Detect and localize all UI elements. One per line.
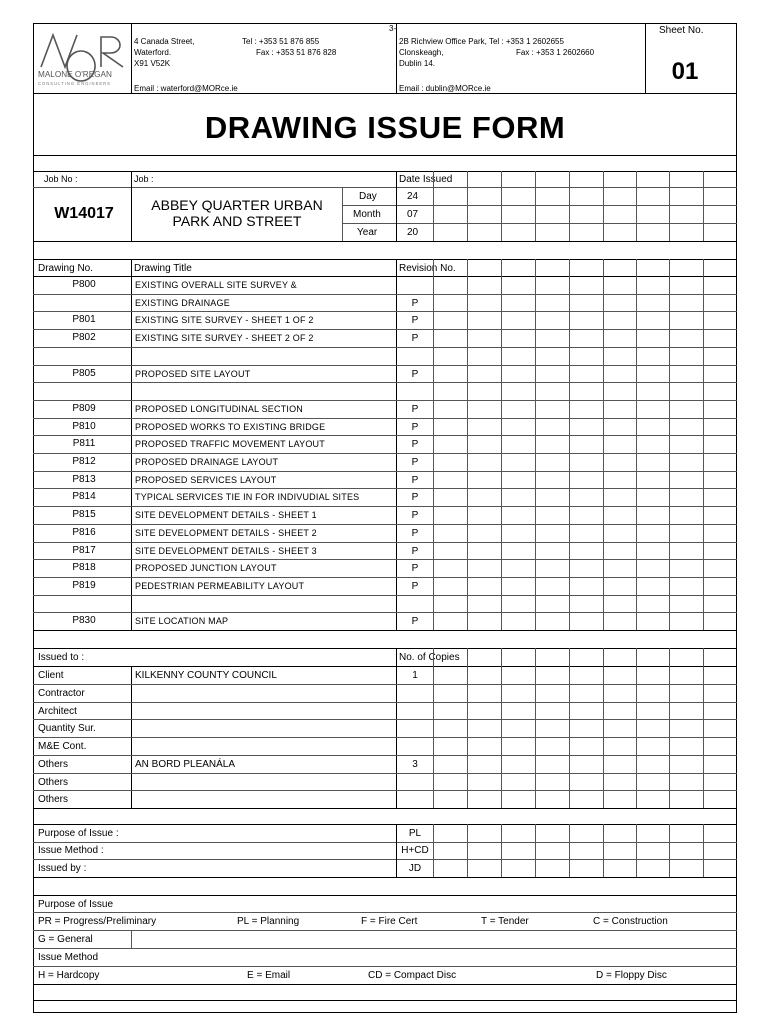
grid-column-line <box>703 171 704 241</box>
dublin-fax: Fax : +353 1 2602660 <box>516 48 595 57</box>
grid-column-line <box>603 648 604 808</box>
row-divider <box>33 595 737 596</box>
date-day-value: 24 <box>407 191 419 202</box>
logo-subtext: MALONE O'REGAN <box>38 70 112 79</box>
revision-mark: P <box>411 333 419 344</box>
row-divider <box>33 311 737 312</box>
revision-mark: P <box>411 528 419 539</box>
row-divider <box>33 755 737 756</box>
revision-mark: P <box>411 475 419 486</box>
drawing-number: P805 <box>72 368 96 379</box>
row-divider <box>33 790 737 791</box>
issue-method-value: H+CD <box>401 845 429 856</box>
job-name: ABBEY QUARTER URBAN PARK AND STREET <box>151 197 323 229</box>
job-label: Job : <box>134 174 154 184</box>
revision-mark: P <box>411 404 419 415</box>
date-month-value: 07 <box>407 209 419 220</box>
drawing-title: SITE LOCATION MAP <box>135 616 229 626</box>
row-divider <box>33 542 737 543</box>
grid-column-line <box>569 824 570 877</box>
grid-column-line <box>467 171 468 241</box>
grid-column-line <box>501 171 502 241</box>
row-divider <box>33 506 737 507</box>
grid-column-line <box>467 259 468 630</box>
drawing-title: EXISTING OVERALL SITE SURVEY & <box>135 280 297 290</box>
purpose-of-issue-value: PL <box>408 828 422 839</box>
row-divider <box>33 488 737 489</box>
date-year-value: 20 <box>407 227 419 238</box>
waterford-address-line: X91 V52K <box>134 59 171 68</box>
recipient-name: AN BORD PLEANÁLA <box>135 759 236 770</box>
row-divider <box>33 737 737 738</box>
date-year-label: Year <box>357 227 378 238</box>
waterford-address-line: 4 Canada Street, <box>134 37 195 46</box>
sheet-number: 01 <box>671 58 699 85</box>
row-divider <box>33 294 737 295</box>
legend-purpose-item: PR = Progress/Preliminary <box>38 916 157 927</box>
issued-by-label: Issued by : <box>38 863 87 874</box>
row-divider <box>33 418 737 419</box>
grid-column-line <box>535 648 536 808</box>
revision-mark: P <box>411 439 419 450</box>
issued-by-value: JD <box>408 863 422 874</box>
row-divider <box>33 400 737 401</box>
date-issued-label: Date Issued <box>399 174 453 185</box>
recipient-role: Others <box>38 759 69 770</box>
legend-method-item: H = Hardcopy <box>38 970 100 981</box>
grid-column-line <box>603 824 604 877</box>
recipient-role: Others <box>38 794 69 805</box>
drawing-title: EXISTING DRAINAGE <box>135 298 230 308</box>
drawing-number: P811 <box>72 438 96 449</box>
legend-method-heading: Issue Method <box>38 952 99 963</box>
dublin-address-line: Dublin 14. <box>399 59 436 68</box>
grid-column-line <box>569 648 570 808</box>
grid-column-line <box>703 648 704 808</box>
revision-mark: P <box>411 510 419 521</box>
legend-method-item: E = Email <box>247 970 291 981</box>
legend-purpose-item: C = Construction <box>593 916 668 927</box>
revision-mark: P <box>411 616 419 627</box>
drawing-title: TYPICAL SERVICES TIE IN FOR INDIVUDIAL SITES <box>135 492 360 502</box>
grid-column-line <box>501 824 502 877</box>
row-divider <box>33 559 737 560</box>
row-divider <box>33 577 737 578</box>
sheet-number-label: Sheet No. <box>659 25 704 36</box>
grid-column-line <box>603 171 604 241</box>
waterford-email: Email : waterford@MORce.ie <box>134 84 238 93</box>
grid-column-line <box>636 648 637 808</box>
recipient-role: Contractor <box>38 688 85 699</box>
grid-column-line <box>669 648 670 808</box>
job-number: W14017 <box>54 205 114 222</box>
revision-mark: P <box>411 492 419 503</box>
revision-mark: P <box>411 457 419 468</box>
drawing-number: P814 <box>72 491 96 502</box>
drawing-number: P800 <box>72 279 96 290</box>
row-divider <box>33 435 737 436</box>
drawing-title: EXISTING SITE SURVEY - SHEET 2 OF 2 <box>135 333 314 343</box>
revision-mark: P <box>411 315 419 326</box>
row-divider <box>33 329 737 330</box>
row-divider <box>33 684 737 685</box>
copies-count: 3 <box>412 759 418 770</box>
drawing-title: PROPOSED LONGITUDINAL SECTION <box>135 404 303 414</box>
copies-count: 1 <box>412 670 418 681</box>
revision-mark: P <box>411 546 419 557</box>
grid-column-line <box>467 824 468 877</box>
grid-column-line <box>501 259 502 630</box>
dublin-address-line: Clonskeagh, <box>399 48 444 57</box>
grid-column-line <box>636 171 637 241</box>
drawing-number: P813 <box>72 474 96 485</box>
row-divider <box>33 453 737 454</box>
legend-purpose-item: T = Tender <box>481 916 529 927</box>
revision-mark: P <box>411 369 419 380</box>
form-bottom-rule <box>33 1000 737 1001</box>
legend-method-item: D = Floppy Disc <box>596 970 667 981</box>
row-divider <box>33 382 737 383</box>
legend-method-item: CD = Compact Disc <box>368 970 457 981</box>
grid-column-line <box>603 259 604 630</box>
recipient-role: M&E Cont. <box>38 741 87 752</box>
row-divider <box>33 719 737 720</box>
waterford-fax: Fax : +353 51 876 828 <box>256 48 337 57</box>
legend-purpose-item: PL = Planning <box>237 916 300 927</box>
grid-column-line <box>703 259 704 630</box>
purpose-of-issue-label: Purpose of Issue : <box>38 828 119 839</box>
drawing-number: P830 <box>72 615 96 626</box>
drawing-title: PROPOSED SITE LAYOUT <box>135 369 251 379</box>
grid-column-line <box>433 259 434 630</box>
drawing-title: PROPOSED DRAINAGE LAYOUT <box>135 457 279 467</box>
drawing-title: SITE DEVELOPMENT DETAILS - SHEET 3 <box>135 546 317 556</box>
page-fragment: 3- <box>389 24 397 33</box>
drawing-title: PROPOSED WORKS TO EXISTING BRIDGE <box>135 422 326 432</box>
grid-column-line <box>636 824 637 877</box>
row-divider <box>33 471 737 472</box>
drawing-number: P815 <box>72 509 96 520</box>
recipient-role: Quantity Sur. <box>38 723 96 734</box>
drawing-title: EXISTING SITE SURVEY - SHEET 1 OF 2 <box>135 315 314 325</box>
job-no-label: Job No : <box>44 174 78 184</box>
row-divider <box>33 365 737 366</box>
grid-column-line <box>669 824 670 877</box>
issued-to-label: Issued to : <box>38 652 85 663</box>
grid-column-line <box>636 259 637 630</box>
grid-column-line <box>501 648 502 808</box>
company-logo <box>37 27 127 89</box>
grid-column-line <box>535 824 536 877</box>
legend-purpose-heading: Purpose of Issue <box>38 899 114 910</box>
drawing-title: PROPOSED SERVICES LAYOUT <box>135 475 277 485</box>
grid-column-line <box>535 171 536 241</box>
copies-column-header: No. of Copies <box>399 652 460 663</box>
waterford-tel: Tel : +353 51 876 855 <box>242 37 320 46</box>
grid-column-line <box>433 824 434 877</box>
drawing-title: PROPOSED TRAFFIC MOVEMENT LAYOUT <box>135 439 325 449</box>
row-divider <box>33 612 737 613</box>
grid-column-line <box>467 648 468 808</box>
drawing-number: P819 <box>72 580 96 591</box>
grid-column-line <box>703 824 704 877</box>
drawing-number: P801 <box>72 314 96 325</box>
drawing-number: P802 <box>72 332 96 343</box>
grid-column-line <box>433 171 434 241</box>
date-day-label: Day <box>359 191 377 202</box>
row-divider <box>33 347 737 348</box>
grid-column-line <box>569 259 570 630</box>
issue-method-label: Issue Method : <box>38 845 104 856</box>
drawing-number: P818 <box>72 562 96 573</box>
revision-mark: P <box>411 422 419 433</box>
drawing-title-column-header: Drawing Title <box>134 263 192 274</box>
grid-column-line <box>433 648 434 808</box>
legend-general-item: G = General <box>38 934 93 945</box>
revision-mark: P <box>411 298 419 309</box>
logo-tagline: CONSULTING ENGINEERS <box>38 81 111 86</box>
recipient-name: KILKENNY COUNTY COUNCIL <box>135 670 277 681</box>
revision-no-column-header: Revision No. <box>399 263 456 274</box>
drawing-number: P810 <box>72 421 96 432</box>
dublin-address-line: 2B Richview Office Park, Tel : +353 1 2602655 <box>399 37 564 46</box>
grid-column-line <box>535 259 536 630</box>
drawing-title: PROPOSED JUNCTION LAYOUT <box>135 563 277 573</box>
row-divider <box>33 773 737 774</box>
grid-column-line <box>669 259 670 630</box>
recipient-role: Others <box>38 777 69 788</box>
drawing-title: PEDESTRIAN PERMEABILITY LAYOUT <box>135 581 305 591</box>
dublin-email: Email : dublin@MORce.ie <box>399 84 491 93</box>
drawing-no-column-header: Drawing No. <box>38 263 94 274</box>
row-divider <box>33 524 737 525</box>
drawing-title: SITE DEVELOPMENT DETAILS - SHEET 1 <box>135 510 317 520</box>
recipient-role: Architect <box>38 706 77 717</box>
form-title: DRAWING ISSUE FORM <box>204 110 566 145</box>
drawing-number: P817 <box>72 545 96 556</box>
drawing-number: P816 <box>72 527 96 538</box>
drawing-number: P809 <box>72 403 96 414</box>
drawing-number: P812 <box>72 456 96 467</box>
legend-purpose-item: F = Fire Cert <box>361 916 418 927</box>
grid-column-line <box>569 171 570 241</box>
waterford-address-line: Waterford. <box>134 48 172 57</box>
revision-mark: P <box>411 581 419 592</box>
grid-column-line <box>669 171 670 241</box>
recipient-role: Client <box>38 670 64 681</box>
date-month-label: Month <box>353 209 381 220</box>
drawing-title: SITE DEVELOPMENT DETAILS - SHEET 2 <box>135 528 317 538</box>
row-divider <box>33 702 737 703</box>
revision-mark: P <box>411 563 419 574</box>
